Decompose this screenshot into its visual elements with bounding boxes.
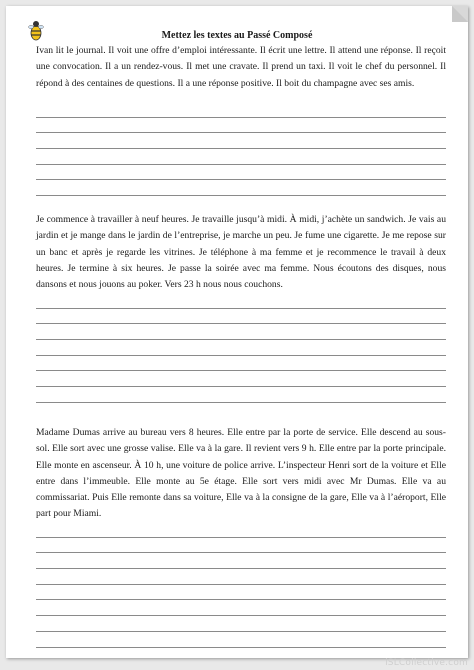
text-2: Je commence à travailler à neuf heures. Je travaille jusqu’à midi. À midi, j’achète un sandwich. Je vais au jardin et je mange dans le jardin de l’entreprise, je marche un peu. Je fume une cigarette. Je me repose sur un banc et après je regarde les vitrines. Je téléphone à ma femme et je recommence le travail à deux heures. Je termine à six heures. Je passe la soirée avec ma femme. Nous écoutons des disques, nous dansons et nous jouons au poker. Vers 23 h nous nous couchons. — [36, 214, 446, 291]
worksheet-title: Mettez les textes au Passé Composé — [161, 30, 313, 41]
answer-line[interactable] — [36, 180, 446, 196]
answer-line[interactable] — [36, 522, 446, 538]
answer-line[interactable] — [36, 340, 446, 356]
answer-line[interactable] — [36, 538, 446, 554]
answer-line[interactable] — [36, 149, 446, 165]
answer-line[interactable] — [36, 585, 446, 601]
answer-line[interactable] — [36, 165, 446, 181]
text-3: Madame Dumas arrive au bureau vers 8 heures. Elle entre par la porte de service. Elle descend au sous-sol. Elle sort avec une grosse valise. Elle va à la gare. Il revient vers 9 h. Elle entre par la porte principale. Elle monte en ascenseur. À 10 h, une voiture de police arrive. L’inspecteur Henri sort de la voiture et Elle entre dans l’immeuble. Elle monte au 5e étage. Elle sort vers midi avec Mr Dumas. Elle va au commissariat. Puis Elle remonte dans sa voiture, Elle va à la consigne de la gare, Elle va à l’aéroport, Elle part pour Miami. — [36, 427, 446, 520]
answer-lines-3[interactable] — [36, 522, 446, 648]
answer-line[interactable] — [36, 356, 446, 372]
answer-line[interactable] — [36, 102, 446, 118]
answer-lines-2[interactable] — [36, 293, 446, 403]
answer-line[interactable] — [36, 324, 446, 340]
answer-line[interactable] — [36, 616, 446, 632]
answer-line[interactable] — [36, 371, 446, 387]
answer-line[interactable] — [36, 118, 446, 134]
answer-line[interactable] — [36, 387, 446, 403]
answer-line[interactable] — [36, 569, 446, 585]
answer-line[interactable] — [36, 553, 446, 569]
answer-line[interactable] — [36, 133, 446, 149]
answer-line[interactable] — [36, 632, 446, 648]
answer-line[interactable] — [36, 600, 446, 616]
worksheet-page — [6, 6, 468, 658]
watermark-footer: iSLCollective.com — [385, 658, 468, 668]
page-fold-corner — [452, 6, 468, 22]
answer-line[interactable] — [36, 309, 446, 325]
text-1: Ivan lit le journal. Il voit une offre d’emploi intéressante. Il écrit une lettre. Il attend une réponse. Il reçoit une convocation. Il a un rendez-vous. Il met une cravate. Il prend un taxi. Il voit le chef du personnel. Il répond à des centaines de questions. Il a une réponse positive. Il boit du champagne avec ses amis. — [36, 45, 446, 89]
answer-line[interactable] — [36, 293, 446, 309]
answer-lines-1[interactable] — [36, 102, 446, 196]
